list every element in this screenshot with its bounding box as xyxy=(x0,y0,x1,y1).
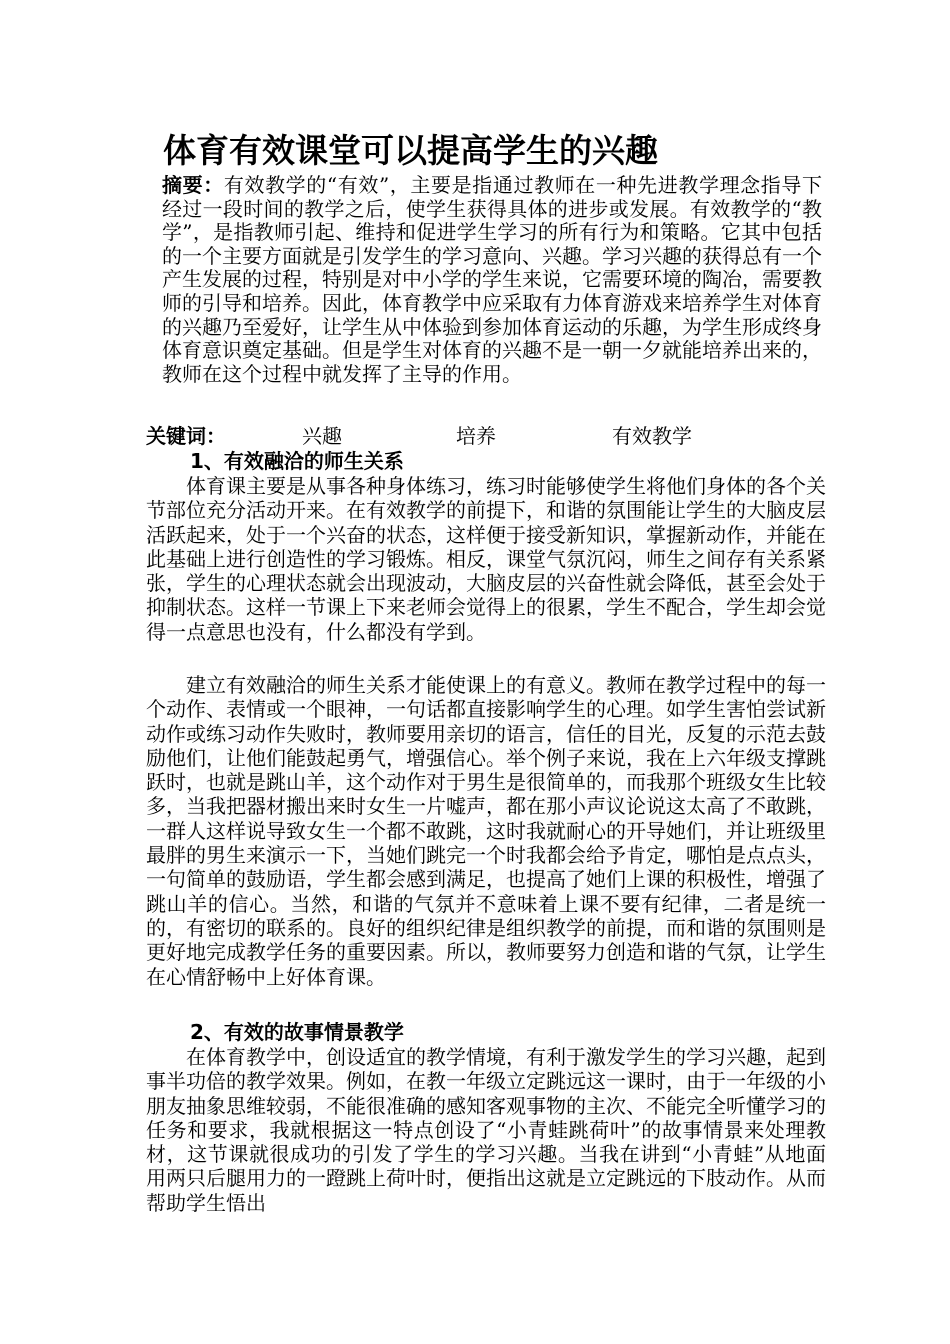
keyword-item: 培养 xyxy=(456,424,496,448)
section-heading-1: 1、有效融洽的师生关系 xyxy=(190,449,404,473)
section-1-paragraph-1: 体育课主要是从事各种身体练习，练习时能够使学生将他们身体的各个关节部位充分活动开来。在有效教学的前提下，和谐的氛围能让学生的大脑皮层活跃起来，处于一个兴奋的状态，这样便于接受新知识，掌握新动作，并能在此基础上进行创造性的学习锻炼。相反，课堂气氛沉闷，师生之间存有关系紧张，学生的心理状态就会出现波动，大脑皮层的兴奋性就会降低，甚至会处于抑制状态。这样一节课上下来老师会觉得上的很累，学生不配合，学生却会觉得一点意思也没有，什么都没有学到。 xyxy=(146,474,826,644)
abstract-label: 摘要： xyxy=(162,173,224,197)
keyword-item: 兴趣 xyxy=(302,424,342,448)
section-1-paragraph-2: 建立有效融洽的师生关系才能使课上的有意义。教师在教学过程中的每一个动作、表情或一个眼神，一句话都直接影响学生的心理。如学生害怕尝试新动作或练习动作失败时，教师要用亲切的语言，信任的目光，反复的示范去鼓励他们，让他们能鼓起勇气，增强信心。举个例子来说，我在上六年级支撑跳跃时，也就是跳山羊，这个动作对于男生是很简单的，而我那个班级女生比较多，当我把器材搬出来时女生一片嘘声，都在那小声议论说这太高了不敢跳，一群人这样说导致女生一个都不敢跳，这时我就耐心的开导她们，并让班级里最胖的男生来演示一下，当她们跳完一个时我都会给予肯定，哪怕是点点头，一句简单的鼓励语，学生都会感到满足，也提高了她们上课的积极性，增强了跳山羊的信心。当然，和谐的气氛并不意味着上课不要有纪律，二者是统一的，有密切的联系的。良好的组织纪律是组织教学的前提，而和谐的氛围则是更好地完成教学任务的重要因素。所以，教师要努力创造和谐的气氛，让学生在心情舒畅中上好体育课。 xyxy=(146,673,826,989)
keyword-item: 有效教学 xyxy=(612,424,692,448)
abstract-text: 有效教学的“有效”，主要是指通过教师在一种先进教学理念指导下经过一段时间的教学之后，使学生获得具体的进步或发展。有效教学的“教学”，是指教师引起、维持和促进学生学习的所有行为和策略。它其中包括的一个主要方面就是引发学生的学习意向、兴趣。学习兴趣的获得总有一个产生发展的过程，特别是对中小学的学生来说，它需要环境的陶冶，需要教师的引导和培养。因此，体育教学中应采取有力体育游戏来培养学生对体育的兴趣乃至爱好，让学生从中体验到参加体育运动的乐趣，为学生形成终身体育意识奠定基础。但是学生对体育的兴趣不是一朝一夕就能培养出来的，教师在这个过程中就发挥了主导的作用。 xyxy=(162,173,823,386)
document-title: 体育有效课堂可以提高学生的兴趣 xyxy=(163,131,658,170)
section-heading-2: 2、有效的故事情景教学 xyxy=(190,1020,404,1044)
keywords-label: 关键词： xyxy=(146,424,226,448)
section-2-paragraph-1: 在体育教学中，创设适宜的教学情境，有利于激发学生的学习兴趣，起到事半功倍的教学效果。例如，在教一年级立定跳远这一课时，由于一年级的小朋友抽象思维较弱，不能很准确的感知客观事物的主次、不能完全听懂学习的任务和要求，我就根据这一特点创设了“小青蛙跳荷叶”的故事情景来处理教材，这节课就很成功的引发了学生的学习兴趣。当我在讲到“小青蛙”从地面用两只后腿用力的一蹬跳上荷叶时，便指出这就是立定跳远的下肢动作。从而帮助学生悟出 xyxy=(146,1045,826,1215)
abstract xyxy=(162,174,822,386)
keywords-line xyxy=(146,423,826,449)
